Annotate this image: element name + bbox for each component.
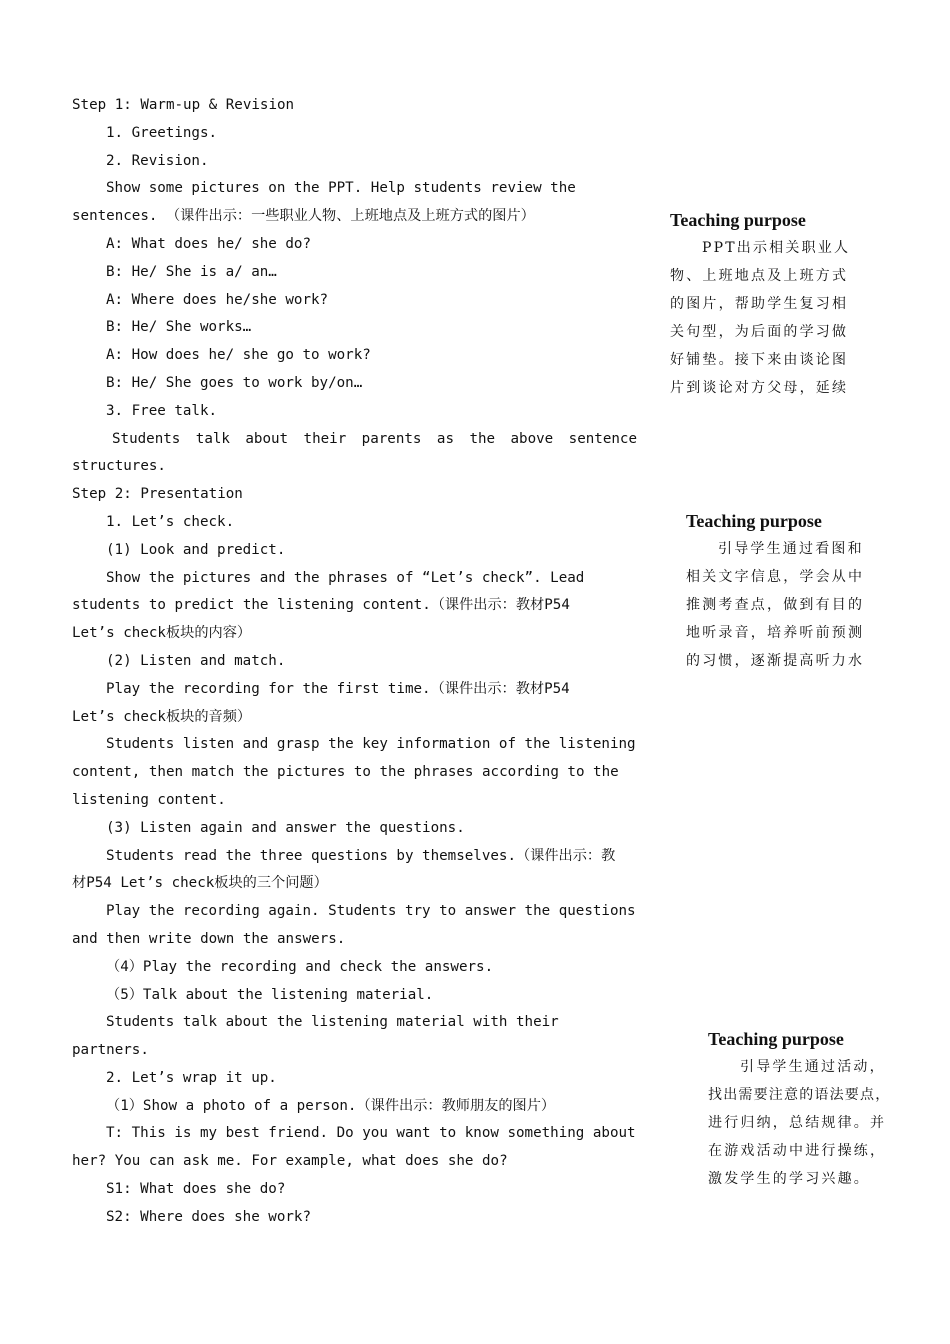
text-line: and then write down the answers. [72, 930, 346, 947]
note-line: 进行归纳，总结规律。并 [708, 1115, 887, 1131]
dialogue-line: S2: Where does she work? [106, 1208, 311, 1225]
text-line: Play the recording for the first time.（课件出示：教材P54 [106, 680, 570, 697]
note-line: 相关文字信息，学会从中 [686, 569, 865, 585]
note-title: Teaching purpose [708, 1029, 844, 1049]
text-line: （4）Play the recording and check the answers. [106, 958, 494, 975]
text-line: （5）Talk about the listening material. [106, 986, 434, 1003]
text-line: sentences. （课件出示：一些职业人物、上班地点及上班方式的图片） [72, 208, 535, 225]
text-line: (2) Listen and match. [106, 652, 286, 669]
text-line: content, then match the pictures to the phrases according to the [72, 764, 619, 781]
dialogue-line: B: He/ She goes to work by/on… [106, 374, 363, 391]
text-line: Let’s check板块的内容） [72, 625, 252, 642]
step-heading: Step 2: Presentation [72, 486, 243, 503]
text-line: Students talk about their parents as the above sentence [112, 430, 637, 447]
text-line: 2. Revision. [106, 152, 209, 169]
text-line: partners. [72, 1042, 149, 1059]
note-line: 找出需要注意的语法要点， [708, 1087, 891, 1103]
text-line: listening content. [72, 791, 226, 808]
note-line: 地听录音，培养听前预测 [686, 625, 865, 641]
dialogue-line: her? You can ask me. For example, what does she do? [72, 1153, 508, 1170]
step-heading: Step 1: Warm-up & Revision [72, 97, 295, 113]
text-line: （1）Show a photo of a person.（课件出示：教师朋友的图片） [106, 1097, 556, 1114]
text-line: 材P54 Let’s check板块的三个问题） [72, 875, 328, 892]
teaching-purpose-note-1 [670, 206, 850, 402]
dialogue-line: A: How does he/ she go to work? [106, 347, 371, 364]
text-line: 1. Greetings. [106, 124, 218, 141]
note-line: 引导学生通过活动， [740, 1059, 886, 1075]
note-title: Teaching purpose [670, 210, 806, 230]
text-line: students to predict the listening content.（课件出示：教材P54 [72, 597, 570, 614]
dialogue-line: S1: What does she do? [106, 1181, 286, 1198]
text-line: Let’s check板块的音频） [72, 708, 252, 725]
text-line: Play the recording again. Students try to answer the questions [106, 903, 636, 920]
dialogue-line: B: He/ She works… [106, 319, 252, 336]
text-line: Students listen and grasp the key information of the listening [106, 736, 636, 753]
text-line: (1) Look and predict. [106, 541, 286, 558]
note-line: 激发学生的学习兴趣。 [708, 1171, 870, 1187]
note-line: PPT出示相关职业人 [702, 240, 851, 256]
note-line: 推测考查点，做到有目的 [686, 597, 865, 613]
dialogue-line: A: Where does he/she work? [106, 291, 329, 308]
note-line: 在游戏活动中进行操练， [708, 1143, 887, 1159]
text-line: structures. [72, 458, 166, 475]
dialogue-line: B: He/ She is a/ an… [106, 263, 277, 280]
text-line: Show some pictures on the PPT. Help students review the [106, 180, 576, 197]
teaching-purpose-note-2 [686, 507, 864, 675]
text-line: (3) Listen again and answer the questions. [106, 819, 465, 836]
note-line: 的习惯，逐渐提高听力水 [686, 653, 865, 669]
note-title: Teaching purpose [686, 511, 822, 531]
text-line: Students talk about the listening material with their [106, 1014, 559, 1031]
note-line: 关句型，为后面的学习做 [670, 324, 849, 340]
text-line: Students read the three questions by themselves.（课件出示：教 [106, 847, 616, 864]
note-line: 片到谈论对方父母，延续 [670, 380, 849, 396]
dialogue-line: A: What does he/ she do? [106, 235, 311, 252]
text-line: 1. Let’s check. [106, 513, 235, 530]
text-line: 3. Free talk. [106, 402, 218, 419]
note-line: 好铺垫。接下来由谈论图 [670, 352, 849, 368]
dialogue-line: T: This is my best friend. Do you want to know something about [106, 1125, 636, 1142]
note-line: 物、上班地点及上班方式 [670, 268, 849, 284]
teaching-purpose-note-3 [708, 1025, 890, 1193]
note-line: 引导学生通过看图和 [718, 541, 864, 557]
text-line: 2. Let’s wrap it up. [106, 1069, 277, 1086]
text-line: Show the pictures and the phrases of “Let’s check”. Lead [106, 569, 585, 586]
lesson-plan-body [72, 92, 637, 1232]
note-line: 的图片，帮助学生复习相 [670, 296, 849, 312]
